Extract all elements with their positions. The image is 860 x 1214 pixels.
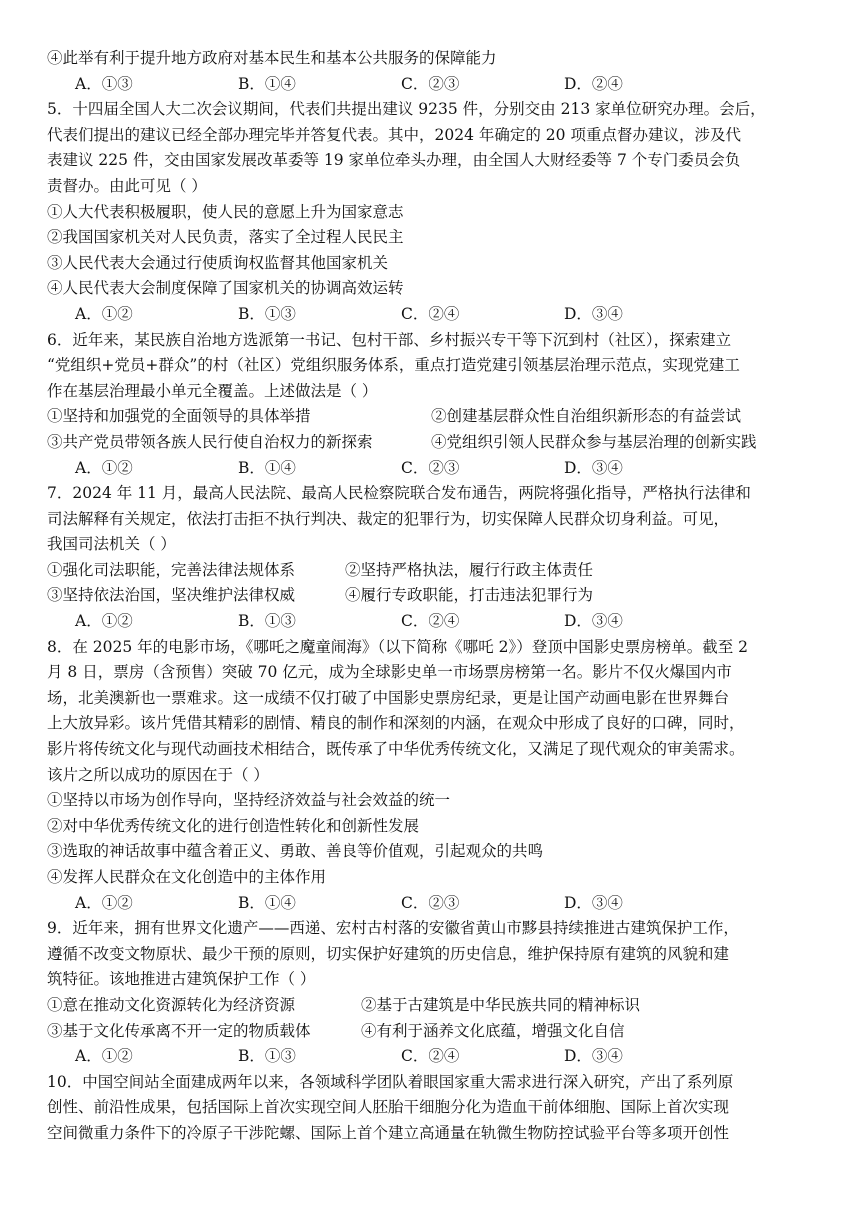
option-b: B．①④ <box>238 893 296 912</box>
option-b: B．①③ <box>238 612 296 631</box>
prev-item-4: ④此举有利于提升地方政府对基本民生和基本公共服务的保障能力 <box>47 49 497 67</box>
stem-line: “党组织+党员+群众”的村（社区）党组织服务体系，重点打造党建引领基层治理示范点，实现党建工 <box>47 356 740 375</box>
option-c: C．②④ <box>401 1047 460 1066</box>
q8-options <box>47 891 816 917</box>
stem-line: 6．近年来，某民族自治地方选派第一书记、包村干部、乡村振兴专干等下沉到村（社区），探索建立 <box>47 330 732 349</box>
stem-line: 10．中国空间站全面建成两年以来，各领域科学团队着眼国家重大需求进行深入研究，产出了系列原 <box>47 1072 734 1091</box>
stem-line: 上大放异彩。该片凭借其精彩的剧情、精良的制作和深刻的内涵，在观众中形成了良好的口碑，同时， <box>47 714 745 733</box>
q9-items-row-1 <box>47 993 816 1019</box>
q7-options <box>47 609 816 635</box>
question-6-stem <box>47 328 816 405</box>
option-a: A．①② <box>75 612 133 631</box>
q9-item-2: ②基于古建筑是中华民族共同的精神标识 <box>361 995 641 1014</box>
stem-line: 9．近年来，拥有世界文化遗产——西递、宏村古村落的安徽省黄山市黟县持续推进古建筑保护工作， <box>47 919 739 938</box>
q8-item-3: ③选取的神话故事中蕴含着正义、勇敢、善良等价值观，引起观众的共鸣 <box>47 842 544 861</box>
option-d: D．③④ <box>564 893 623 912</box>
q9-options <box>47 1044 816 1070</box>
question-8-stem <box>47 635 816 789</box>
stem-line: 遵循不改变文物原状、最少干预的原则，切实保护好建筑的历史信息，维护保持原有建筑的风貌和建 <box>47 944 730 963</box>
q6-options <box>47 456 816 482</box>
question-7-stem <box>47 481 816 558</box>
stem-line: 司法解释有关规定，依法打击拒不执行判决、裁定的犯罪行为，切实保障人民群众切身利益。可见， <box>47 509 730 528</box>
option-b: B．①③ <box>238 304 296 323</box>
stem-line: 7．2024 年 11 月，最高人民法院、最高人民检察院联合发布通告，两院将强化指导，严格执行法律和 <box>47 484 751 503</box>
stem-line: 8．在 2025 年的电影市场，《哪吒之魔童闹海》（以下简称《哪吒 2》）登顶中国影史票房榜单。截至 2 <box>47 637 748 656</box>
option-d: D．③④ <box>564 1047 623 1066</box>
question-10-stem <box>47 1070 816 1147</box>
option-c: C．②④ <box>401 612 460 631</box>
q8-item-4: ④发挥人民群众在文化创造中的主体作用 <box>47 868 327 886</box>
q6-item-1: ①坚持和加强党的全面领导的具体举措 <box>47 407 311 426</box>
q6-items-row-2 <box>47 430 816 456</box>
stem-line: 该片之所以成功的原因在于（ ） <box>47 765 269 784</box>
stem-line: 影片将传统文化与现代动画技术相结合，既传承了中华优秀传统文化，又满足了现代观众的审美需求。 <box>47 740 745 759</box>
prev-options <box>47 72 816 98</box>
option-c: C．②③ <box>401 893 460 912</box>
stem-line: 月 8 日，票房（含预售）突破 70 亿元，成为全球影史单一市场票房榜第一名。影片不仅火爆国内市 <box>47 663 732 682</box>
option-a: A．①② <box>75 893 133 912</box>
q9-item-3: ③基于文化传承离不开一定的物质载体 <box>47 1021 311 1040</box>
q7-item-3: ③坚持依法治国，坚决维护法律权威 <box>47 586 296 605</box>
q7-item-2: ②坚持严格执法，履行行政主体责任 <box>345 560 594 579</box>
q8-item-2: ②对中华优秀传统文化的进行创造性转化和创新性发展 <box>47 816 420 835</box>
option-a: A．①② <box>75 458 133 477</box>
option-a: A．①③ <box>75 74 133 93</box>
q6-item-3: ③共产党员带领各族人民行使自治权力的新探索 <box>47 432 373 451</box>
q9-item-4: ④有利于涵养文化底蕴，增强文化自信 <box>361 1021 625 1040</box>
stem-line: 空间微重力条件下的冷原子干涉陀螺、国际上首个建立高通量在轨微生物防控试验平台等多项开创性 <box>47 1123 730 1142</box>
question-9-stem <box>47 916 816 993</box>
q9-item-1: ①意在推动文化资源转化为经济资源 <box>47 995 296 1014</box>
option-c: C．②③ <box>401 458 460 477</box>
q6-items-row-1 <box>47 404 816 430</box>
q7-items-row-2 <box>47 583 816 609</box>
q9-items-row-2 <box>47 1019 816 1045</box>
q5-item-2: ②我国国家机关对人民负责，落实了全过程人民民主 <box>47 228 404 247</box>
stem-line: 筑特征。该地推进古建筑保护工作（ ） <box>47 970 316 989</box>
option-d: D．③④ <box>564 304 623 323</box>
stem-line: 代表们提出的建议已经全部办理完毕并答复代表。其中，2024 年确定的 20 项重点督办建议，涉及代 <box>47 125 741 144</box>
q5-item-3: ③人民代表大会通过行使质询权监督其他国家机关 <box>47 253 389 272</box>
q8-item-1: ①坚持以市场为创作导向，坚持经济效益与社会效益的统一 <box>47 791 451 810</box>
stem-line: 表建议 225 件，交由国家发展改革委等 19 家单位牵头办理，由全国人大财经委等 7 个专门委员会负 <box>47 151 741 170</box>
stem-line: 5．十四届全国人大二次会议期间，代表们共提出建议 9235 件，分别交由 213 家单位研究办理。会后， <box>47 100 766 119</box>
q6-item-2: ②创建基层群众性自治组织新形态的有益尝试 <box>431 407 742 426</box>
option-d: D．②④ <box>564 74 623 93</box>
option-b: B．①③ <box>238 1047 296 1066</box>
stem-line: 场，北美澳新也一票难求。这一成绩不仅打破了中国影史票房纪录，更是让国产动画电影在世界舞台 <box>47 688 730 707</box>
q5-item-1: ①人大代表积极履职，使人民的意愿上升为国家意志 <box>47 202 404 221</box>
option-d: D．③④ <box>564 458 623 477</box>
q7-items-row-1 <box>47 558 816 584</box>
q7-item-4: ④履行专政职能，打击违法犯罪行为 <box>345 586 594 605</box>
q5-options <box>47 302 816 328</box>
stem-line: 责督办。由此可见（ ） <box>47 176 207 195</box>
option-b: B．①④ <box>238 74 296 93</box>
option-c: C．②④ <box>401 304 460 323</box>
stem-line: 创性、前沿性成果，包括国际上首次实现空间人胚胎干细胞分化为造血干前体细胞、国际上首次实现 <box>47 1098 730 1117</box>
q5-item-4: ④人民代表大会制度保障了国家机关的协调高效运转 <box>47 279 404 298</box>
option-c: C．②③ <box>401 74 460 93</box>
q6-item-4: ④党组织引领人民群众参与基层治理的创新实践 <box>431 432 757 451</box>
question-5-stem <box>47 97 816 199</box>
option-b: B．①④ <box>238 458 296 477</box>
stem-line: 作在基层治理最小单元全覆盖。上述做法是（ ） <box>47 381 378 400</box>
stem-line: 我国司法机关（ ） <box>47 535 176 554</box>
q7-item-1: ①强化司法职能，完善法律法规体系 <box>47 560 296 579</box>
option-a: A．①② <box>75 1047 133 1066</box>
option-a: A．①② <box>75 304 133 323</box>
option-d: D．③④ <box>564 612 623 631</box>
